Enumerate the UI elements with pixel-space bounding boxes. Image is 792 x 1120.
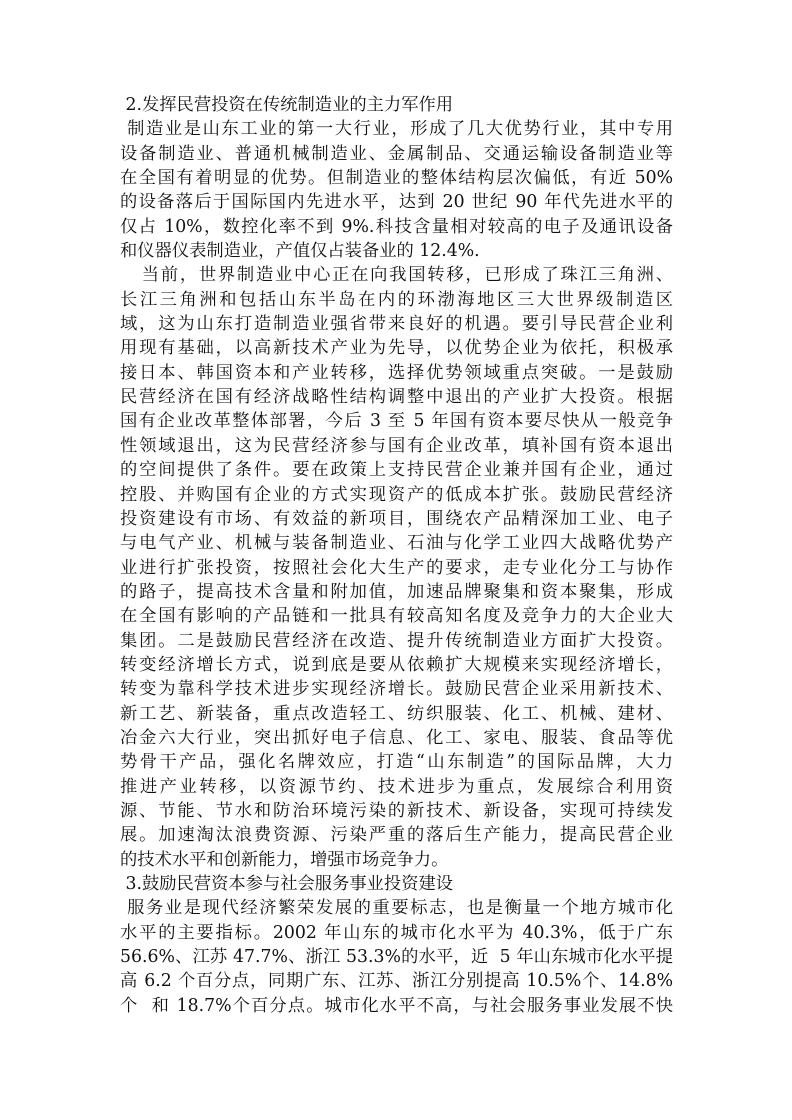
text-line: 推进产业转移，以资源节约、技术进步为重点，发展综合利用资	[120, 776, 673, 797]
text-line: 个 和 18.7%个百分点。城市化水平不高，与社会服务事业发展不快	[120, 995, 673, 1016]
text-line: 接日本、韩国资本和产业转移，选择优势领域重点突破。一是鼓励	[120, 362, 673, 383]
text-line: 水平的主要指标。2002 年山东的城市化水平为 40.3%，低于广东	[120, 922, 673, 943]
text-line: 设备制造业、普通机械制造业、金属制品、交通运输设备制造业等	[120, 143, 673, 164]
text-line: 源、节能、节水和防治环境污染的新技术、新设备，实现可持续发	[120, 800, 673, 821]
text-line: 国有企业改革整体部署，今后 3 至 5 年国有资本要尽快从一般竞争	[120, 411, 673, 432]
text-line: 业进行扩张投资，按照社会化大生产的要求，走专业化分工与协作	[120, 557, 673, 578]
text-line: 集团。二是鼓励民营经济在改造、提升传统制造业方面扩大投资。	[120, 630, 673, 651]
text-line: 新工艺、新装备，重点改造轻工、纺织服装、化工、机械、建材、	[120, 703, 673, 724]
text-line: 长江三角洲和包括山东半岛在内的环渤海地区三大世界级制造区	[120, 289, 673, 310]
text-line: 与电气产业、机械与装备制造业、石油与化学工业四大战略优势产	[120, 533, 673, 554]
text-line: 的技术水平和创新能力，增强市场竞争力。	[120, 849, 449, 870]
text-line: 展。加速淘汰浪费资源、污染严重的落后生产能力，提高民营企业	[120, 825, 673, 846]
text-line: 民营经济在国有经济战略性结构调整中退出的产业扩大投资。根据	[120, 387, 673, 408]
text-line: 的路子，提高技术含量和附加值，加速品牌聚集和资本聚集，形成	[120, 581, 673, 602]
text-line: 控股、并购国有企业的方式实现资产的低成本扩张。鼓励民营经济	[120, 484, 673, 505]
text-line: 高 6.2 个百分点，同期广东、江苏、浙江分别提高 10.5%个、14.8%	[120, 971, 673, 992]
text-line: 和仪器仪表制造业，产值仅占装备业的 12.4%.	[120, 241, 480, 262]
section-heading: 2.发挥民营投资在传统制造业的主力军作用	[120, 95, 454, 115]
text-line: 冶金六大行业，突出抓好电子信息、化工、家电、服装、食品等优	[120, 727, 673, 748]
text-line: 当前，世界制造业中心正在向我国转移，已形成了珠江三角洲、	[120, 265, 673, 286]
text-line: 用现有基础，以高新技术产业为先导，以优势企业为依托，积极承	[120, 338, 673, 359]
section-heading: 3.鼓励民营资本参与社会服务事业投资建设	[120, 874, 454, 894]
text-line: 域，这为山东打造制造业强省带来良好的机遇。要引导民营企业利	[120, 314, 673, 335]
text-line: 服务业是现代经济繁荣发展的重要标志，也是衡量一个地方城市化	[120, 898, 673, 919]
text-line: 在全国有着明显的优势。但制造业的整体结构层次偏低，有近 50%	[120, 168, 673, 189]
text-line: 制造业是山东工业的第一大行业，形成了几大优势行业，其中专用	[120, 119, 673, 140]
text-line: 的设备落后于国际国内先进水平，达到 20 世纪 90 年代先进水平的	[120, 192, 673, 213]
text-line: 势骨干产品，强化名牌效应，打造“山东制造”的国际品牌，大力	[120, 752, 673, 773]
document-page	[120, 93, 673, 1018]
text-line: 的空间提供了条件。要在政策上支持民营企业兼并国有企业，通过	[120, 460, 673, 481]
text-line: 转变经济增长方式，说到底是要从依赖扩大规模来实现经济增长，	[120, 654, 673, 675]
text-line: 56.6%、江苏 47.7%、浙江 53.3%的水平，近 5 年山东城市化水平提	[120, 947, 673, 968]
text-line: 仅占 10%，数控化率不到 9%.科技含量相对较高的电子及通讯设备	[120, 216, 673, 237]
text-line: 转变为靠科学技术进步实现经济增长。鼓励民营企业采用新技术、	[120, 679, 673, 700]
text-line: 性领域退出，这为民营经济参与国有企业改革，填补国有资本退出	[120, 435, 673, 456]
text-line: 投资建设有市场、有效益的新项目，围绕农产品精深加工业、电子	[120, 508, 673, 529]
text-line: 在全国有影响的产品链和一批具有较高知名度及竞争力的大企业大	[120, 606, 673, 627]
